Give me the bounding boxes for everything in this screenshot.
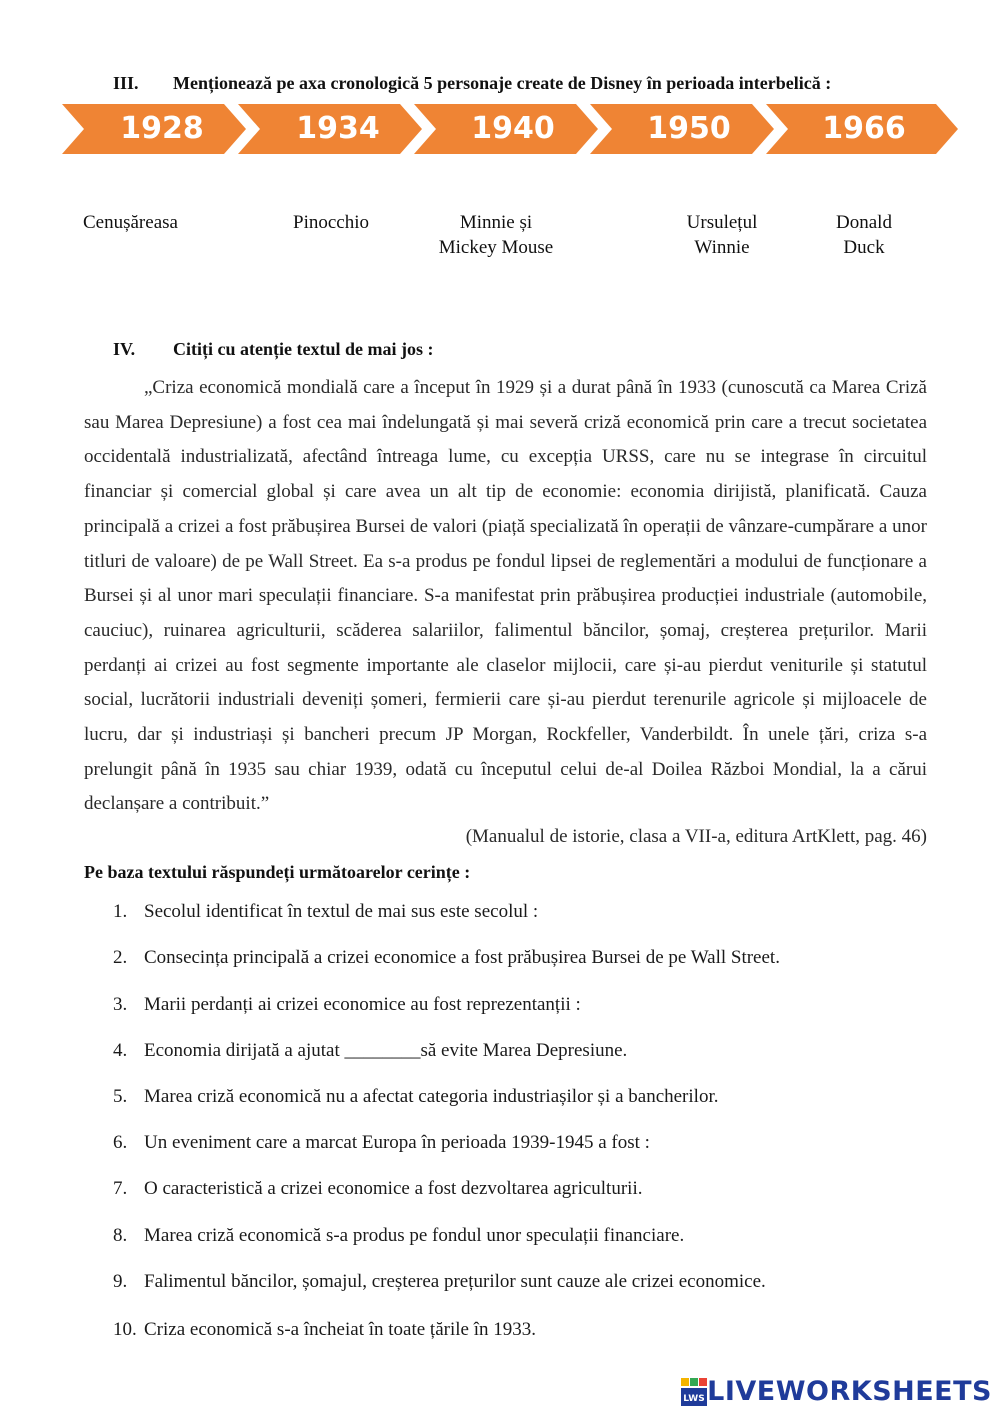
timeline-year-1928: 1928 — [120, 111, 204, 146]
question-text: Marea criză economică nu a afectat categoria industriașilor și a bancherilor. — [144, 1086, 719, 1107]
question-10 — [113, 1319, 536, 1341]
question-6 — [113, 1132, 650, 1154]
logo-badge-text: LWS — [683, 1393, 705, 1404]
requirements-title: Pe baza textului răspundeți următoarelor cerințe : — [84, 862, 471, 882]
question-3 — [113, 994, 581, 1016]
question-text: O caracteristică a crizei economice a fost dezvoltarea agriculturii. — [144, 1178, 643, 1199]
section-4-number: IV. — [113, 339, 136, 359]
character-label-line2: Duck — [843, 237, 885, 258]
question-text: Marea criză economică s-a produs pe fondul unor speculații financiare. — [144, 1225, 685, 1246]
character-card-winnie[interactable] — [674, 210, 770, 260]
question-2 — [113, 947, 780, 969]
question-number: 10. — [113, 1319, 137, 1340]
character-label: Cenușăreasa — [83, 212, 178, 233]
section-3-title: Menționează pe axa cronologică 5 personaje create de Disney în perioada interbelică : — [173, 73, 832, 93]
timeline-year-1934: 1934 — [296, 111, 380, 146]
question-1 — [113, 901, 538, 923]
timeline-year-1966: 1966 — [822, 111, 906, 146]
question-number: 7. — [113, 1178, 128, 1199]
question-4 — [113, 1040, 627, 1062]
answer-blank[interactable]: ________ — [344, 1040, 421, 1061]
character-label-line1: Ursulețul — [686, 212, 758, 233]
question-text: Secolul identificat în textul de mai sus este secolul : — [144, 901, 539, 922]
question-text: Un eveniment care a marcat Europa în perioada 1939-1945 a fost : — [144, 1132, 650, 1153]
logo-text: LIVEWORKSHEETS — [707, 1376, 992, 1407]
question-8 — [113, 1225, 684, 1247]
question-number: 2. — [113, 947, 128, 968]
question-9 — [113, 1271, 766, 1293]
character-label: Pinocchio — [293, 212, 369, 233]
question-5 — [113, 1086, 718, 1108]
timeline-year-1940: 1940 — [471, 111, 555, 146]
character-card-donald-duck[interactable] — [826, 210, 902, 260]
question-text: Consecința principală a crizei economice a fost prăbușirea Bursei de pe Wall Street. — [144, 947, 780, 968]
question-number: 6. — [113, 1132, 128, 1153]
question-7 — [113, 1178, 642, 1200]
character-label-line2: Winnie — [694, 237, 750, 258]
question-number: 4. — [113, 1040, 128, 1061]
character-label-line1: Minnie și — [459, 212, 533, 233]
question-text: Falimentul băncilor, șomajul, creșterea prețurilor sunt cauze ale crizei economice. — [144, 1271, 766, 1292]
question-text: Marii perdanți ai crizei economice au fost reprezentanții : — [144, 994, 581, 1015]
character-card-minnie-mickey[interactable] — [430, 210, 562, 260]
character-label-line1: Donald — [836, 212, 892, 233]
source-citation: (Manualul de istorie, clasa a VII-a, editura ArtKlett, pag. 46) — [465, 826, 927, 847]
liveworksheets-logo[interactable] — [681, 1376, 992, 1407]
question-text-after: să evite Marea Depresiune. — [420, 1040, 628, 1061]
character-label-line2: Mickey Mouse — [438, 237, 554, 258]
logo-badge-icon — [681, 1378, 707, 1406]
character-card-pinocchio[interactable] — [293, 210, 369, 235]
source-text-paragraph: „Criza economică mondială care a început în 1929 și a durat până în 1933 (cunoscută ca Marea Criză sau Marea Depresiune) a fost cea mai îndelungată și mai severă criză economică prin care a trecut societatea occidentală industrializată, afectând întreaga lume, cu excepția URSS, care nu se integrase în circuitul financiar și comercial global și care avea un alt tip de economie: economia dirijistă, planificată. Cauza principală a crizei a fost prăbușirea Bursei de valori (piață specializată în operații de vânzare-cumpărare a unor titluri de valoare) de pe Wall Street. Ea s-a produs pe fondul lipsei de reglementări a modului de funcționare a Bursei și al unor mari speculații financiare. S-a manifestat prin prăbușirea producției industriale (automobile, cauciuc), ruinarea agriculturii, scăderea salariilor, falimentul băncilor, șomaj, creșterea prețurilor. Marii perdanți ai crizei au fost segmente importante ale claselor mijlocii, care și-au pierdut veniturile și statutul social, lucrătorii industriali deveniți șomeri, fermierii care și-au pierdut terenurile agricole și mijloacele de lucru, dar și industriași și bancheri precum JP Morgan, Rockfeller, Vanderbildt. În unele țări, criza s-a prelungit până în 1935 sau chiar 1939, odată cu începutul celui de-al Doilea Război Mondial, la a cărui declanșare a contribuit.” — [84, 377, 927, 815]
question-number: 1. — [113, 901, 128, 922]
question-number: 5. — [113, 1086, 128, 1107]
timeline-year-1950: 1950 — [647, 111, 731, 146]
character-card-cenusareasa[interactable] — [83, 210, 178, 235]
section-4-heading — [113, 339, 433, 360]
question-number: 8. — [113, 1225, 128, 1246]
question-text: Criza economică s-a încheiat în toate țările în 1933. — [144, 1319, 536, 1340]
section-3-number: III. — [113, 73, 139, 93]
section-3-heading — [113, 73, 831, 94]
section-4-title: Citiți cu atenție textul de mai jos : — [173, 339, 434, 359]
question-number: 3. — [113, 994, 128, 1015]
question-number: 9. — [113, 1271, 128, 1292]
question-text-before: Economia dirijată a ajutat — [144, 1040, 345, 1061]
